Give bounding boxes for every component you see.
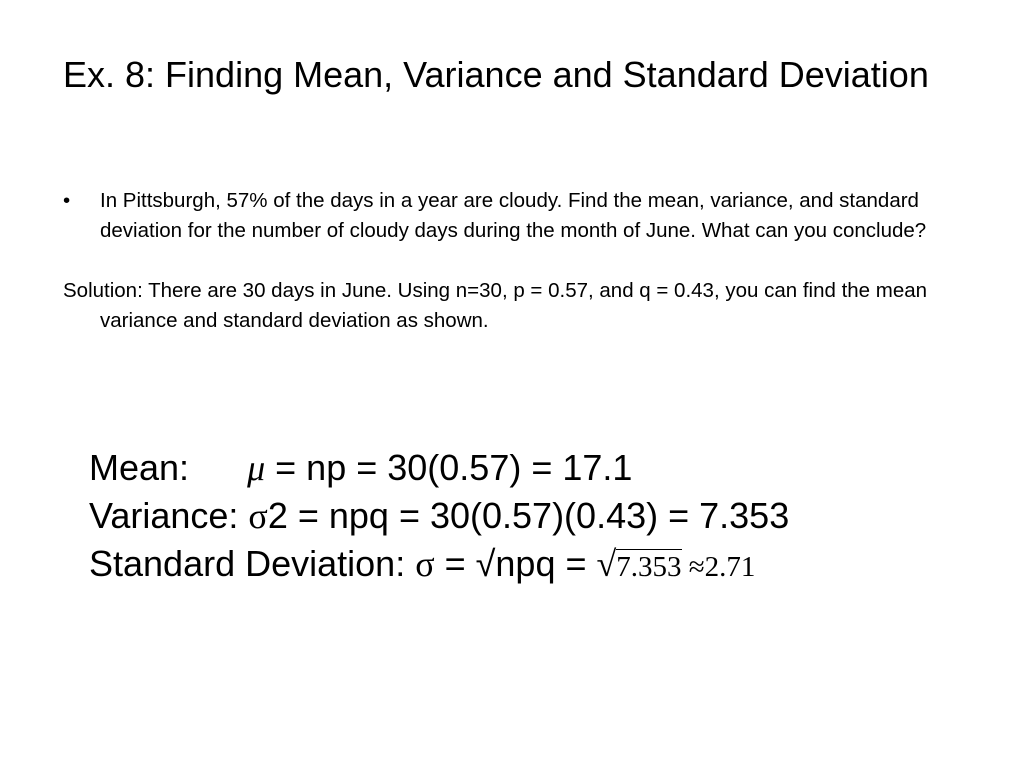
sigma-symbol: σ	[415, 544, 435, 584]
sigma-symbol: σ	[248, 496, 268, 536]
problem-text: In Pittsburgh, 57% of the days in a year are cloudy. Find the mean, variance, and standard deviation for the number of cloudy days during the month of June. What can you conclude?	[100, 189, 927, 242]
radicand-value: 7.353	[616, 551, 682, 583]
page-title: Ex. 8: Finding Mean, Variance and Standard Deviation	[63, 54, 929, 95]
bullet-icon: •	[63, 189, 71, 212]
approx-result: ≈2.71	[681, 551, 756, 583]
mu-symbol: μ	[247, 448, 266, 488]
std-dev-formula	[89, 540, 989, 591]
problem-bullet	[63, 186, 963, 246]
sqrt-icon: √	[475, 543, 496, 584]
slide-body	[63, 186, 963, 336]
std-dev-equals: =	[434, 543, 476, 584]
std-dev-label: Standard Deviation:	[89, 543, 406, 584]
solution-text: Solution: There are 30 days in June. Using n=30, p = 0.57, and q = 0.43, you can find the mean variance and standard deviation as shown.	[63, 279, 928, 332]
variance-expression: 2 = npq = 30(0.57)(0.43) = 7.353	[267, 495, 790, 536]
mean-formula	[89, 444, 989, 492]
formula-block	[89, 444, 989, 591]
variance-label: Variance:	[89, 495, 239, 536]
variance-formula	[89, 492, 989, 540]
mean-label: Mean:	[89, 447, 190, 488]
sqrt-icon: √	[596, 544, 617, 584]
mean-expression: = np = 30(0.57) = 17.1	[265, 447, 633, 488]
std-dev-expression: npq =	[495, 543, 597, 584]
